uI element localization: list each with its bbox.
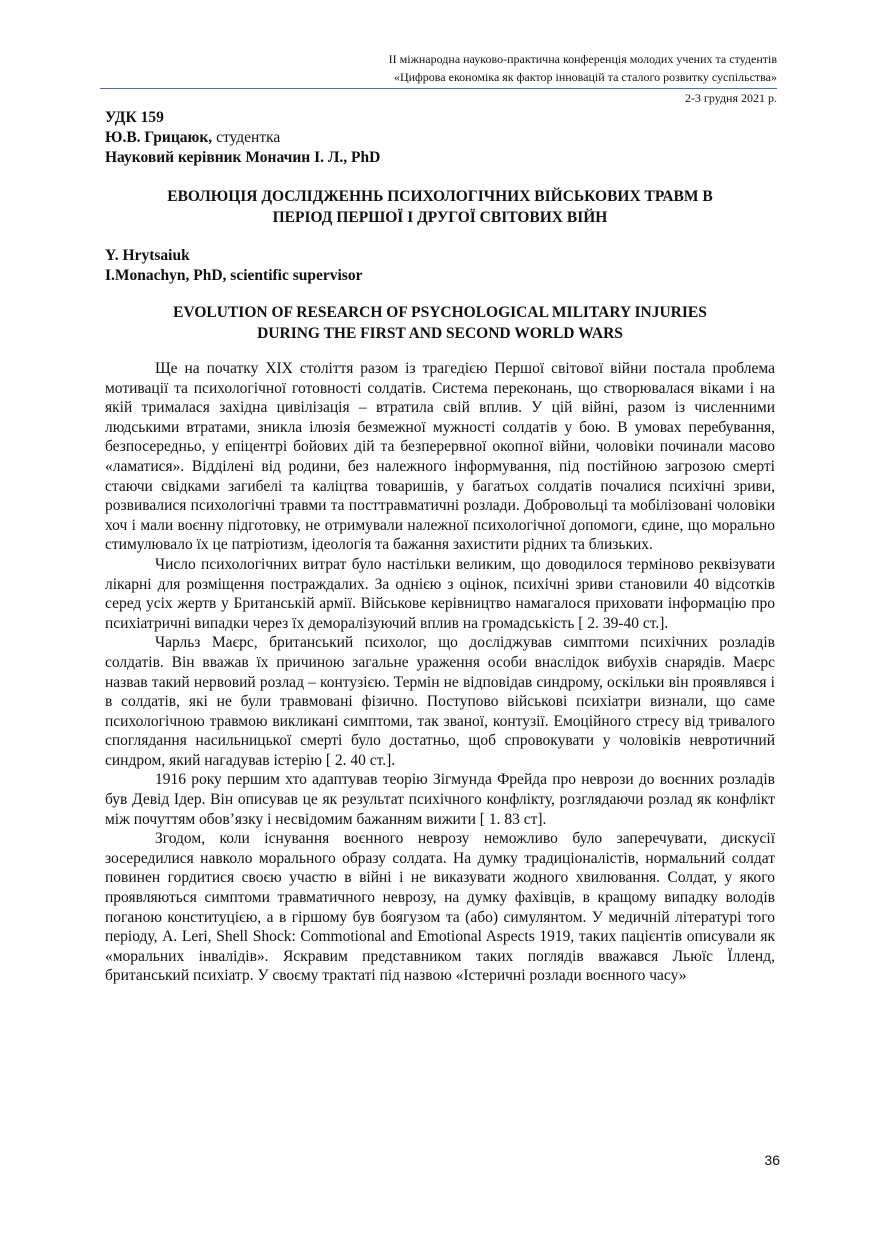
paragraph-2: Число психологічних витрат було настільки великим, що доводилося терміново реквізувати лікарні для розміщення постраждалих. За однією з оцінок, психічні зриви становили 40 відсотків серед усіх жертв у Британській армії. Військове керівництво намагалося приховати інформацію про психіатричні випадки через їх деморалізуючий вплив на громадськість [ 2. 39-40 ст.]. <box>105 555 775 632</box>
author-name-ua: Ю.В. Грицаюк, <box>105 129 213 146</box>
title-ukrainian <box>105 186 775 228</box>
paragraph-3: Чарльз Маєрс, британський психолог, що досліджував симптоми психічних розладів солдатів. Він вважав їх причиною загальне ураження особи внаслідок вибухів снарядів. Маєрс назвав такий нервовий розлад – контузією. Термін не відповідав синдрому, оскільки він проявлявся і в солдатів, які не були травмовані фізично. Поступово військові психіатри визнали, що саме психологічною травмою викликані симптоми, так званої, контузії. Емоційного стресу від тривалого споглядання насильницької смерті було достатньо, щоб спровокувати у чоловіків невротичний синдром, який нагадував істерію [ 2. 40 ст.]. <box>105 634 775 769</box>
title-english <box>105 302 775 344</box>
page-number: 36 <box>764 1152 780 1168</box>
conference-title-line2: «Цифрова економіка як фактор інновацій та сталого розвитку суспільства» <box>393 70 777 84</box>
conference-date: 2-3 грудня 2021 р. <box>684 91 777 105</box>
title-en-line2: DURING THE FIRST AND SECOND WORLD WARS <box>257 325 623 342</box>
title-ua-line2: ПЕРІОД ПЕРШОЇ І ДРУГОЇ СВІТОВИХ ВІЙН <box>272 209 608 226</box>
title-ua-line1: ЕВОЛЮЦІЯ ДОСЛІДЖЕННЬ ПСИХОЛОГІЧНИХ ВІЙСЬКОВИХ ТРАВМ В <box>167 188 713 205</box>
supervisor-en: I.Monachyn, PhD, scientific supervisor <box>105 267 363 284</box>
author-en: Y. Hrytsaiuk <box>105 247 190 264</box>
page-header <box>100 50 777 107</box>
title-en-line1: EVOLUTION OF RESEARCH OF PSYCHOLOGICAL MILITARY INJURIES <box>173 304 707 321</box>
paragraph-4: 1916 року першим хто адаптував теорію Зігмунда Фрейда про неврози до воєнних розладів був Девід Ідер. Він описував це як результат психічного конфлікту, розглядаючи розлад як конфлікт між почуттям обов’язку і несвідомим бажанням вижити [ 1. 83 ст]. <box>105 771 775 828</box>
paragraph-5: Згодом, коли існування воєнного неврозу неможливо було заперечувати, дискусії зосередилися навколо морального образу солдата. На думку традиціоналістів, нормальний солдат повинен гордитися своєю участю в війні і не виказувати жодного хвилювання. Солдат, у якого проявляються симптоми травматичного неврозу, на думку фахівців, в кращому випадку володів поганою конституцією, а в гіршому був боягузом та (або) симулянтом. У медичній літературі того періоду, A. Leri, Shell Shock: Commotional and Emotional Aspects 1919, таких пацієнтів описували як «моральних інвалідів». Яскравим представником таких поглядів вважався Льюїс Їлленд, британський психіатр. У своєму трактаті під назвою «Істеричні розлади воєнного часу» <box>105 830 775 985</box>
meta-ukrainian <box>105 108 775 168</box>
supervisor-ua: Науковий керівник Моначин І. Л., PhD <box>105 149 381 166</box>
udk-code: УДК 159 <box>105 109 164 126</box>
article-body <box>105 359 775 986</box>
conference-title-line1: ІІ міжнародна науково-практична конференція молодих учених та студентів <box>388 52 777 66</box>
meta-english <box>105 246 775 286</box>
paragraph-1: Ще на початку XIX століття разом із трагедією Першої світової війни постала проблема мотивації та психологічної готовності солдатів. Система переконань, що створювалася віками і на якій трималася західна цивілізація – втратила свій вплив. У цій війні, разом із численними людськими втратами, зникла ілюзія безмежної мужності солдатів у бою. В умовах перебування, безпосередньо, у епіцентрі бойових дій та безперервної окопної війни, чоловіки починали масово «ламатися». Відділені від родини, без належного інформування, під постійною загрозою смерті стаючи свідками загибелі та каліцтва товаришів, у багатьох солдатів почалися психічні зриви, розвивалися психологічні травми та посттравматичні розлади. Добровольці та мобілізовані чоловіки хоч і мали воєнну підготовку, не отримували належної психологічної допомоги, єдине, що морально стимулювало їх це патріотизм, ідеологія та бажання захистити рідних та близьких. <box>105 360 775 554</box>
author-role-ua: студентка <box>212 129 281 146</box>
